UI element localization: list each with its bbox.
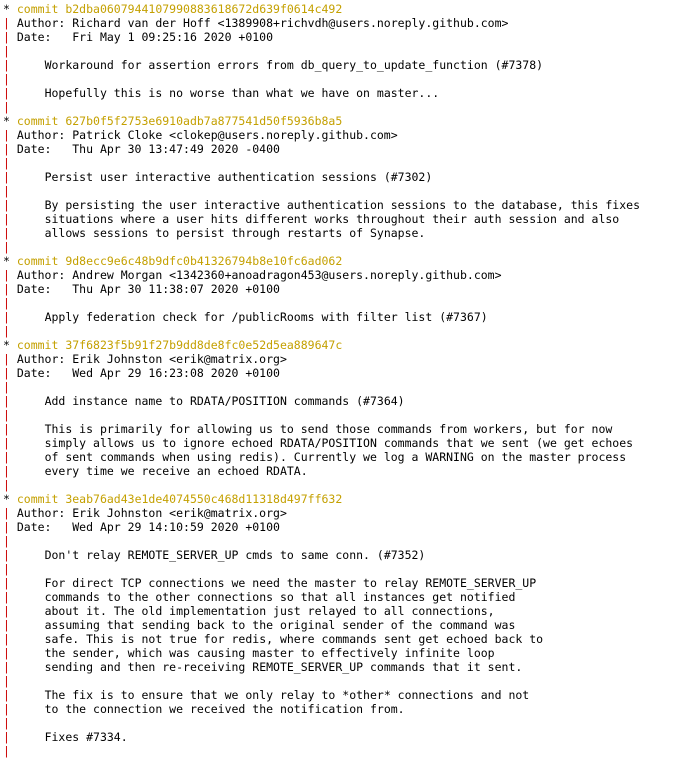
graph-line-icon: | [3, 212, 10, 226]
graph-line-icon: | [3, 86, 10, 100]
commit-message-text: Persist user interactive authentication sessions (#7302) [44, 170, 433, 184]
graph-commit-marker: * [3, 492, 10, 506]
log-line [3, 520, 692, 534]
commit-message-text: the sender, which was causing master to effectively infinite loop [44, 646, 495, 660]
log-line [3, 310, 692, 324]
log-line [3, 660, 692, 674]
message-indent [10, 436, 45, 450]
date-value: Thu Apr 30 11:38:07 2020 +0100 [72, 282, 280, 296]
graph-line-icon: | [3, 296, 10, 310]
graph-line-icon: | [3, 184, 10, 198]
commit-message-text: Fixes #7334. [44, 730, 128, 744]
graph-line-icon: | [3, 310, 10, 324]
graph-line-icon: | [3, 366, 10, 380]
commit-hash: b2dba0607944107990883618672d639f0614c492 [65, 2, 343, 16]
log-line [3, 688, 692, 702]
commit-message-text: This is primarily for allowing us to send those commands from workers, but for now [44, 422, 613, 436]
graph-line-icon: | [3, 632, 10, 646]
graph-line-icon: | [3, 590, 10, 604]
graph-line-icon: | [3, 128, 10, 142]
commit-message-text: of sent commands when using redis). Currently we log a WARNING on the master process [44, 450, 627, 464]
log-line [3, 114, 692, 128]
graph-line-icon: | [3, 436, 10, 450]
commit-message-text: to the connection we received the notification from. [44, 702, 405, 716]
graph-line-icon: | [3, 660, 10, 674]
graph-line-icon: | [3, 198, 10, 212]
log-line [3, 464, 692, 478]
log-line [3, 2, 692, 16]
log-line [3, 184, 692, 198]
commit-message-text: commands to the other connections so that all instances get notified [44, 590, 516, 604]
message-indent [10, 730, 45, 744]
commit-message-text: sending and then re-receiving REMOTE_SERVER_UP commands that it sent. [44, 660, 523, 674]
date-label: Date: [9, 282, 73, 296]
date-label: Date: [9, 142, 73, 156]
log-line [3, 226, 692, 240]
author-value: Richard van der Hoff <1389908+richvdh@users.noreply.github.com> [72, 16, 509, 30]
graph-line-icon: | [3, 604, 10, 618]
author-label: Author: [9, 352, 73, 366]
graph-line-icon: | [3, 730, 10, 744]
author-label: Author: [9, 128, 73, 142]
graph-line-icon: | [3, 72, 10, 86]
message-indent [10, 226, 45, 240]
message-indent [10, 604, 45, 618]
graph-line-icon: | [3, 170, 10, 184]
commit-message-text: situations where a user hits different works throughout their auth session and also [44, 212, 620, 226]
log-line [3, 478, 692, 492]
graph-line-icon: | [3, 562, 10, 576]
log-line [3, 338, 692, 352]
graph-line-icon: | [3, 478, 10, 492]
log-line [3, 506, 692, 520]
author-value: Patrick Cloke <clokep@users.noreply.github.com> [72, 128, 398, 142]
commit-label: commit [9, 114, 66, 128]
message-indent [10, 618, 45, 632]
log-line [3, 240, 692, 254]
message-indent [10, 58, 45, 72]
log-line [3, 380, 692, 394]
commit-message-text: safe. This is not true for redis, where commands sent get echoed back to [44, 632, 544, 646]
date-value: Fri May 1 09:25:16 2020 +0100 [72, 30, 274, 44]
author-label: Author: [9, 506, 73, 520]
message-indent [10, 548, 45, 562]
graph-line-icon: | [3, 324, 10, 338]
message-indent [10, 702, 45, 716]
graph-line-icon: | [3, 226, 10, 240]
date-label: Date: [9, 520, 73, 534]
commit-hash: 37f6823f5b91f27b9dd8de8fc0e52d5ea889647c [65, 338, 343, 352]
graph-line-icon: | [3, 58, 10, 72]
message-indent [10, 464, 45, 478]
commit-message-text: simply allows us to ignore echoed RDATA/POSITION commands that we sent (we get echoes [44, 436, 634, 450]
message-indent [10, 576, 45, 590]
log-line [3, 618, 692, 632]
graph-line-icon: | [3, 268, 10, 282]
author-label: Author: [9, 16, 73, 30]
graph-line-icon: | [3, 282, 10, 296]
message-indent [10, 646, 45, 660]
log-line [3, 198, 692, 212]
graph-line-icon: | [3, 646, 10, 660]
graph-line-icon: | [3, 618, 10, 632]
log-line [3, 156, 692, 170]
log-line [3, 352, 692, 366]
graph-line-icon: | [3, 548, 10, 562]
log-line [3, 730, 692, 744]
graph-line-icon: | [3, 534, 10, 548]
log-line [3, 408, 692, 422]
commit-message-text: Workaround for assertion errors from db_query_to_update_function (#7378) [44, 58, 544, 72]
graph-line-icon: | [3, 688, 10, 702]
message-indent [10, 688, 45, 702]
commit-message-text: assuming that sending back to the original sender of the command was [44, 618, 516, 632]
log-line [3, 128, 692, 142]
commit-message-text: Don't relay REMOTE_SERVER_UP cmds to same conn. (#7352) [44, 548, 426, 562]
message-indent [10, 86, 45, 100]
log-line [3, 324, 692, 338]
log-line [3, 72, 692, 86]
message-indent [10, 590, 45, 604]
log-line [3, 100, 692, 114]
graph-line-icon: | [3, 156, 10, 170]
date-value: Wed Apr 29 14:10:59 2020 +0100 [72, 520, 280, 534]
author-value: Andrew Morgan <1342360+anoadragon453@users.noreply.github.com> [72, 268, 502, 282]
commit-message-text: about it. The old implementation just relayed to all connections, [44, 604, 495, 618]
log-line [3, 254, 692, 268]
commit-message-text: The fix is to ensure that we only relay to *other* connections and not [44, 688, 530, 702]
commit-hash: 627b0f5f2753e6910adb7a877541d50f5936b8a5 [65, 114, 343, 128]
log-line [3, 170, 692, 184]
log-line [3, 450, 692, 464]
log-line [3, 296, 692, 310]
author-value: Erik Johnston <erik@matrix.org> [72, 506, 287, 520]
message-indent [10, 394, 45, 408]
date-label: Date: [9, 366, 73, 380]
log-line [3, 562, 692, 576]
graph-line-icon: | [3, 450, 10, 464]
graph-commit-marker: * [3, 2, 10, 16]
log-line [3, 716, 692, 730]
graph-commit-marker: * [3, 254, 10, 268]
commit-message-text: By persisting the user interactive authentication sessions to the database, this fixes [44, 198, 640, 212]
graph-line-icon: | [3, 674, 10, 688]
log-line [3, 534, 692, 548]
log-line [3, 604, 692, 618]
log-line [3, 366, 692, 380]
log-line [3, 282, 692, 296]
graph-line-icon: | [3, 506, 10, 520]
log-line [3, 632, 692, 646]
log-line [3, 268, 692, 282]
graph-line-icon: | [3, 744, 10, 758]
author-label: Author: [9, 268, 73, 282]
author-value: Erik Johnston <erik@matrix.org> [72, 352, 287, 366]
log-line [3, 646, 692, 660]
date-value: Wed Apr 29 16:23:08 2020 +0100 [72, 366, 280, 380]
date-value: Thu Apr 30 13:47:49 2020 -0400 [72, 142, 280, 156]
commit-message-text: every time we receive an echoed RDATA. [44, 464, 308, 478]
log-line [3, 674, 692, 688]
commit-label: commit [9, 492, 66, 506]
commit-label: commit [9, 254, 66, 268]
message-indent [10, 170, 45, 184]
graph-line-icon: | [3, 716, 10, 730]
message-indent [10, 422, 45, 436]
log-line [3, 422, 692, 436]
date-label: Date: [9, 30, 73, 44]
log-line [3, 436, 692, 450]
graph-line-icon: | [3, 352, 10, 366]
log-line [3, 30, 692, 44]
graph-commit-marker: * [3, 114, 10, 128]
message-indent [10, 310, 45, 324]
log-line [3, 212, 692, 226]
graph-line-icon: | [3, 380, 10, 394]
graph-line-icon: | [3, 520, 10, 534]
graph-line-icon: | [3, 100, 10, 114]
commit-hash: 9d8ecc9e6c48b9dfc0b41326794b8e10fc6ad062 [65, 254, 343, 268]
graph-line-icon: | [3, 16, 10, 30]
message-indent [10, 660, 45, 674]
log-line [3, 16, 692, 30]
graph-line-icon: | [3, 394, 10, 408]
log-line [3, 394, 692, 408]
graph-line-icon: | [3, 408, 10, 422]
graph-line-icon: | [3, 576, 10, 590]
log-line [3, 576, 692, 590]
log-line [3, 44, 692, 58]
graph-commit-marker: * [3, 338, 10, 352]
log-line [3, 590, 692, 604]
commit-hash: 3eab76ad43e1de4074550c468d11318d497ff632 [65, 492, 343, 506]
graph-line-icon: | [3, 30, 10, 44]
log-line [3, 744, 692, 758]
message-indent [10, 632, 45, 646]
commit-message-text: Add instance name to RDATA/POSITION commands (#7364) [44, 394, 405, 408]
commit-label: commit [9, 338, 66, 352]
commit-message-text: Apply federation check for /publicRooms with filter list (#7367) [44, 310, 488, 324]
graph-line-icon: | [3, 240, 10, 254]
message-indent [10, 212, 45, 226]
commit-message-text: For direct TCP connections we need the master to relay REMOTE_SERVER_UP [44, 576, 537, 590]
log-line [3, 702, 692, 716]
log-line [3, 492, 692, 506]
message-indent [10, 198, 45, 212]
graph-line-icon: | [3, 702, 10, 716]
graph-line-icon: | [3, 464, 10, 478]
commit-label: commit [9, 2, 66, 16]
graph-line-icon: | [3, 142, 10, 156]
commit-message-text: Hopefully this is no worse than what we have on master... [44, 86, 440, 100]
log-line [3, 58, 692, 72]
log-line [3, 142, 692, 156]
log-line [3, 86, 692, 100]
commit-message-text: allows sessions to persist through restarts of Synapse. [44, 226, 426, 240]
log-line [3, 548, 692, 562]
graph-line-icon: | [3, 422, 10, 436]
message-indent [10, 450, 45, 464]
graph-line-icon: | [3, 44, 10, 58]
